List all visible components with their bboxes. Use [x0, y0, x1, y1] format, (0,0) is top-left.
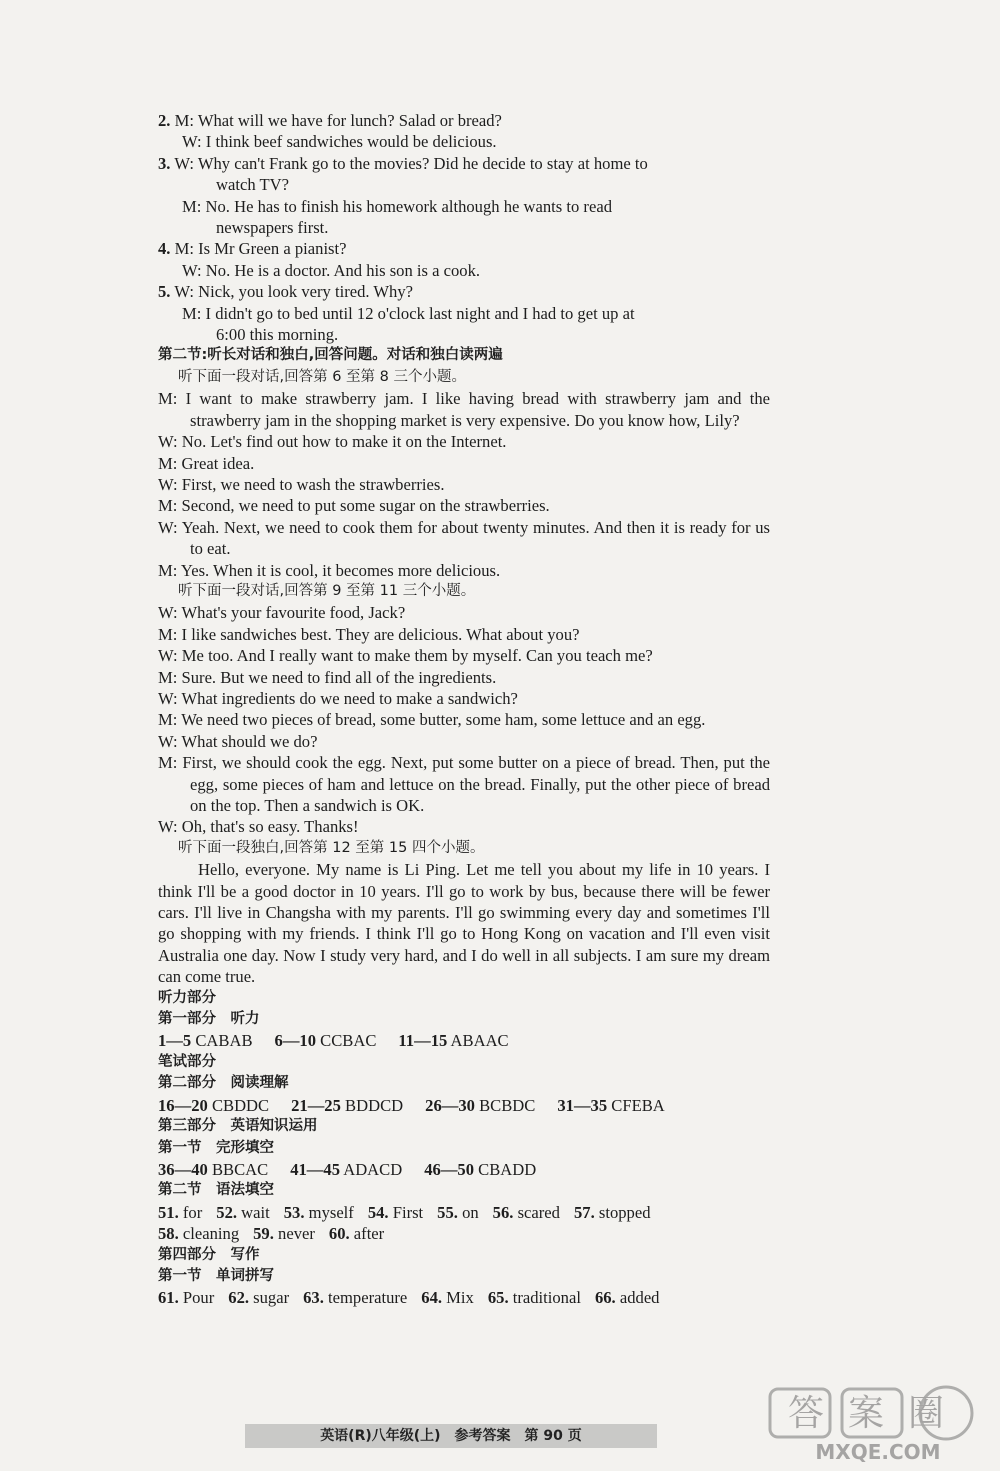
dialog-line	[158, 153, 770, 174]
answer-heading: 听力部分	[158, 989, 216, 1006]
answer-heading: 第三部分 英语知识运用	[158, 1118, 318, 1135]
dialog-text: M: No. He has to finish his homework although he wants to read	[182, 196, 612, 216]
answer-value: after	[353, 1224, 385, 1244]
answer-value: scared	[517, 1202, 560, 1222]
dialog-line: M: I want to make strawberry jam. I like having bread with strawberry jam and the strawberry jam in the shopping market is very expensive. Do you know how, Lily?	[158, 389, 770, 430]
instruction: 听下面一段对话,回答第 6 至第 8 三个小题。	[178, 368, 466, 385]
answer-value: cleaning	[182, 1224, 240, 1244]
answer-value: Mix	[446, 1288, 474, 1308]
answer-value: traditional	[512, 1288, 581, 1308]
dialog-line	[158, 324, 770, 345]
answer-range: 16—20	[158, 1095, 208, 1115]
answer-range: 46—50	[424, 1159, 475, 1179]
dialog-line: M: We need two pieces of bread, some butter, some ham, some lettuce and an egg.	[158, 710, 706, 730]
dialog-line: M: Yes. When it is cool, it becomes more delicious.	[158, 560, 501, 580]
answer-value: wait	[241, 1202, 270, 1222]
instruction: 听下面一段对话,回答第 9 至第 11 三个小题。	[178, 582, 476, 599]
answer-value: BBCAC	[211, 1159, 269, 1179]
dialog-text: M: I didn't go to bed until 12 o'clock last night and I had to get up at	[182, 303, 635, 323]
answer-range: 58.	[158, 1224, 179, 1244]
answer-heading: 第一部分 听力	[158, 1011, 260, 1028]
dialog-line: W: No. Let's find out how to make it on the Internet.	[158, 432, 507, 452]
answer-heading: 第一节 完形填空	[158, 1139, 274, 1156]
answer-range: 55.	[437, 1202, 458, 1222]
answer-heading: 笔试部分	[158, 1053, 216, 1070]
answer-range: 59.	[253, 1224, 274, 1244]
watermark-logo	[768, 1385, 988, 1463]
answer-value: ADACD	[343, 1159, 403, 1179]
dialog-line: W: What should we do?	[158, 731, 318, 751]
answer-value: added	[619, 1288, 660, 1308]
dialog-line: W: What ingredients do we need to make a sandwich?	[158, 688, 518, 708]
answer-row	[158, 1095, 770, 1116]
answer-value: never	[278, 1224, 315, 1244]
dialog-line: W: Yeah. Next, we need to cook them for about twenty minutes. And then it is ready for us to eat.	[158, 517, 770, 559]
item-number: 4.	[158, 239, 171, 259]
answer-value: CCBAC	[320, 1031, 377, 1051]
watermark-sub-text: MXQE.COM	[815, 1440, 941, 1463]
dialog-line: W: First, we need to wash the strawberries.	[158, 474, 445, 494]
dialog-line	[158, 110, 770, 131]
dialog-line: M: Great idea.	[158, 453, 255, 473]
answer-range: 21—25	[291, 1095, 341, 1115]
watermark-main-text: 答案圈	[787, 1393, 969, 1434]
answer-value: CFEBA	[611, 1095, 665, 1115]
answer-range: 6—10	[274, 1031, 316, 1051]
answer-range: 36—40	[158, 1159, 208, 1179]
answer-value: myself	[308, 1202, 354, 1222]
answer-range: 52.	[216, 1202, 238, 1222]
answer-value: CABAB	[195, 1031, 253, 1051]
dialog-line	[158, 131, 770, 152]
answer-row	[158, 1159, 770, 1180]
answer-range: 60.	[328, 1224, 350, 1244]
dialog-line: W: Me too. And I really want to make them by myself. Can you teach me?	[158, 646, 653, 666]
answer-range: 41—45	[290, 1159, 340, 1179]
dialog-line	[158, 217, 770, 238]
dialog-text: W: Nick, you look very tired. Why?	[174, 282, 414, 302]
answer-value: BCBDC	[479, 1095, 536, 1115]
dialog-text: W: Why can't Frank go to the movies? Did he decide to stay at home to	[174, 153, 648, 173]
answer-range: 62.	[228, 1288, 250, 1308]
answer-heading: 第四部分 写作	[158, 1246, 260, 1263]
dialog-line: M: Second, we need to put some sugar on the strawberries.	[158, 496, 550, 516]
answer-heading: 第二部分 阅读理解	[158, 1075, 289, 1092]
content	[158, 110, 770, 1309]
item-number: 5.	[158, 282, 171, 302]
dialog-line: W: What's your favourite food, Jack?	[158, 603, 406, 623]
item-number: 2.	[158, 111, 171, 130]
answer-value: on	[462, 1202, 479, 1222]
answer-range: 65.	[487, 1288, 509, 1308]
page-footer: 英语(R)八年级(上) 参考答案 第 90 页	[245, 1424, 657, 1448]
dialog-line	[158, 238, 770, 259]
dialog-line: M: I like sandwiches best. They are delicious. What about you?	[158, 624, 580, 644]
answer-heading: 第二节 语法填空	[158, 1182, 274, 1199]
answer-row	[158, 1202, 770, 1223]
answer-value: CBDDC	[211, 1095, 270, 1115]
answer-range: 64.	[421, 1288, 443, 1308]
dialog-line: W: Oh, that's so easy. Thanks!	[158, 817, 359, 837]
answer-row	[158, 1223, 770, 1244]
answer-heading: 第一节 单词拼写	[158, 1267, 274, 1284]
dialog-line	[158, 260, 770, 281]
answer-row	[158, 1030, 770, 1051]
dialog-text: watch TV?	[216, 175, 289, 195]
answer-value: First	[392, 1202, 424, 1222]
answer-value: ABAAC	[450, 1031, 509, 1051]
answer-range: 26—30	[425, 1095, 475, 1115]
dialog-text: W: No. He is a doctor. And his son is a cook.	[182, 260, 481, 280]
answer-range: 66.	[594, 1288, 616, 1308]
answer-range: 31—35	[557, 1095, 608, 1115]
dialog-text: M: What will we have for lunch? Salad or bread?	[174, 111, 502, 130]
dialog-text: newspapers first.	[216, 218, 329, 238]
dialog-line: M: First, we should cook the egg. Next, put some butter on a piece of bread. Then, put the egg, some pieces of ham and lettuce on the bread. Finally, put the other piece of bread on the top. Then a sandwich is OK.	[158, 753, 770, 815]
answer-range: 63.	[303, 1288, 324, 1308]
dialog-text: M: Is Mr Green a pianist?	[174, 239, 347, 259]
answer-value: sugar	[253, 1288, 290, 1308]
answer-range: 53.	[283, 1202, 305, 1222]
dialog-line	[158, 196, 770, 217]
answer-value: for	[182, 1202, 203, 1222]
answer-value: temperature	[328, 1288, 408, 1308]
answer-range: 1—5	[158, 1031, 192, 1051]
dialog-text: 6:00 this morning.	[216, 325, 339, 345]
dialog-line: M: Sure. But we need to find all of the ingredients.	[158, 667, 497, 687]
dialog-text: W: I think beef sandwiches would be delicious.	[182, 132, 497, 152]
answer-range: 11—15	[398, 1031, 448, 1051]
answer-value: stopped	[598, 1202, 651, 1222]
answer-range: 56.	[492, 1202, 514, 1222]
answer-value: Pour	[182, 1288, 215, 1308]
answer-value: BDDCD	[345, 1095, 404, 1115]
answer-range: 61.	[158, 1288, 179, 1308]
answer-range: 54.	[367, 1202, 389, 1222]
monologue-paragraph: Hello, everyone. My name is Li Ping. Let me tell you about my life in 10 years. I think I'll be a good doctor in 10 years. I'll go to work by bus, because there will be fewer cars. I'll live in Changsha with my parents. I'll go swimming every day and sometimes I'll go shopping with my friends. I think I'll go to Hong Kong on vacation and I'll even visit Australia one day. Now I study very hard, and I do well in all subjects. I am sure my dream can come true.	[158, 860, 770, 987]
dialog-line	[158, 174, 770, 195]
answer-range: 57.	[573, 1202, 595, 1222]
item-number: 3.	[158, 153, 171, 173]
dialog-line	[158, 303, 770, 324]
section-heading: 第二节:听长对话和独白,回答问题。对话和独白读两遍	[158, 347, 503, 364]
answer-value: CBADD	[478, 1159, 537, 1179]
answer-row	[158, 1287, 770, 1308]
answer-range: 51.	[158, 1202, 179, 1222]
instruction: 听下面一段独白,回答第 12 至第 15 四个小题。	[178, 839, 485, 856]
dialog-line	[158, 281, 770, 302]
